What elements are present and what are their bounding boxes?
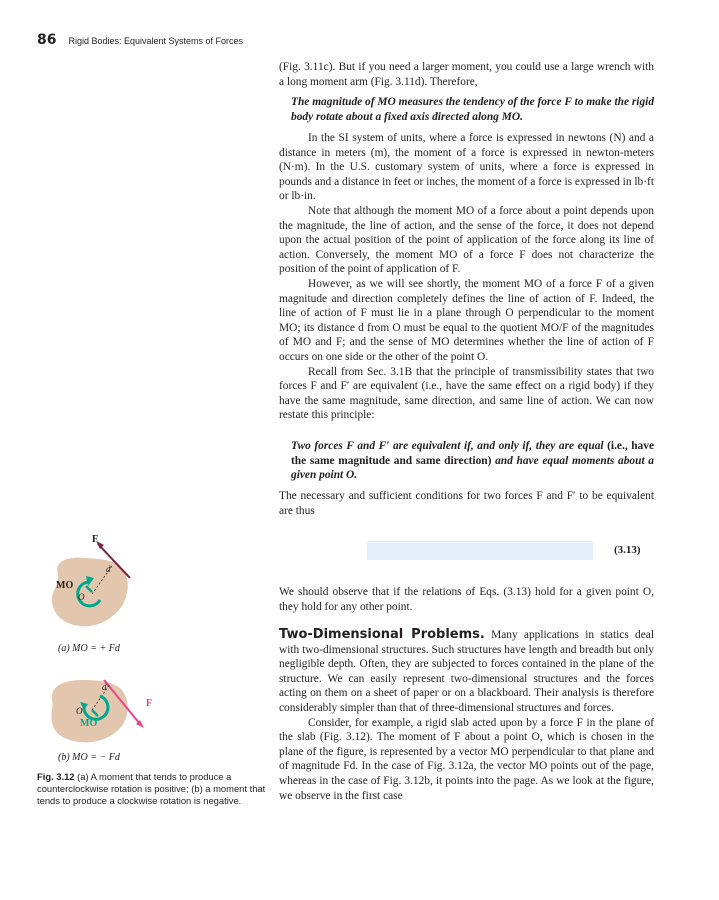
- paragraph-4: However, as we will see shortly, the moment MO of a force F of a given magnitude and direction completely defines the line of action of F. Indeed, the line of action of F must lie in a plane through O perpendicular to the moment MO; its distance d from O must be equal to the quotient MO/F of the magnitudes of MO and F; and the sense of MO determines whether the line of action of F occurs on one side or the other of the point O.: [279, 277, 654, 363]
- label-d-a: d: [106, 564, 111, 574]
- label-MO-b: MO: [80, 718, 98, 729]
- caption-b: (b) MO = − Fd: [58, 752, 120, 763]
- body-block-1: [279, 131, 654, 423]
- paragraph-2: In the SI system of units, where a force is expressed in newtons (N) and a distance in meters (m), the moment of a force is expressed in newton-meters (N·m). In the U.S. customary system of units, where a force is expressed in pounds and a distance in feet or inches, the moment of a force is expressed in lb·ft or lb·in.: [279, 132, 654, 203]
- label-F-a: F: [92, 534, 99, 545]
- emphasis-magnitude: The magnitude of MO measures the tendency of the force F to make the rigid body rotate about a fixed axis directed along MO.: [291, 96, 655, 123]
- label-O-b: O: [76, 706, 83, 716]
- equation-number: (3.13): [614, 544, 641, 556]
- section-heading: Two-Dimensional Problems.: [279, 627, 485, 642]
- figure-b: [40, 668, 170, 748]
- paragraph-intro: [279, 60, 654, 89]
- paragraph-9: Consider, for example, a rigid slab acted upon by a force F in the plane of the slab (Fig. 3.12). The moment of F about a point O, which is chosen in the plane of the figure, is represented by a vector MO perpendicular to that plane and of magnitude Fd. In the case of Fig. 3.12a, the vector MO points out of the page, whereas in the case of Fig. 3.12b, it points into the page. As we look at the figure, we observe in the first case: [279, 716, 654, 802]
- paragraph-7: We should observe that if the relations of Eqs. (3.13) hold for a given point O, they hold for any other point.: [279, 586, 654, 613]
- label-O-a: O: [78, 592, 85, 602]
- emphasis-2b: (i.e., have the same magnitude and same direction): [291, 440, 654, 467]
- paragraph-1: (Fig. 3.11c). But if you need a larger moment, you could use a large wrench with a long moment arm (Fig. 3.11d). Therefore,: [279, 61, 654, 88]
- figure-a: [40, 530, 170, 640]
- paragraph-5: Recall from Sec. 3.1B that the principle of transmissibility states that two forces F and F′ are equivalent (i.e., have the same effect on a rigid body) if they have the same magnitude, same direction, and same line of action. We can now restate this principle:: [279, 365, 654, 422]
- slab-b: [51, 680, 127, 742]
- figure-caption-text: (a) A moment that tends to produce a counterclockwise rotation is positive; (b) a moment that tends to produce a clockwise rotation is negative.: [37, 771, 266, 807]
- page-header: [37, 32, 243, 48]
- label-MO-a: MO: [56, 580, 74, 591]
- emphasis-2c: and have equal moments about a given point O.: [291, 454, 654, 482]
- label-d-b: d: [102, 682, 107, 692]
- paragraph-observe: [279, 585, 654, 614]
- figure-label: Fig. 3.12: [37, 771, 75, 782]
- slab-a: [52, 558, 128, 627]
- paragraph-conditions: [279, 489, 654, 518]
- emphasis-equivalence: [291, 439, 654, 483]
- figure-caption: [37, 771, 267, 808]
- paragraph-3: Note that although the moment MO of a force about a point depends upon the magnitude, the line of action, and the sense of the force, it does not depend upon the actual position of the point of application of the force along its line of action. Conversely, the moment MO of a force F does not characterize the position of the point of application of F.: [279, 204, 654, 276]
- body-block-2: [279, 628, 654, 803]
- label-F-b: F: [146, 698, 153, 709]
- emphasis-2a: Two forces F and F′ are equivalent if, and only if, they are equal: [291, 440, 604, 452]
- paragraph-8: Many applications in statics deal with two-dimensional structures. Such structures have length and breadth but only negligible depth. Often, they are subjected to forces contained in the plane of the structure. We can easily represent two-dimensional structures and the forces acting on them on a sheet of paper or on a blackboard. Their analysis is therefore considerably simpler than that of three-dimensional structures and forces.: [279, 629, 654, 714]
- running-title: Rigid Bodies: Equivalent Systems of Forces: [68, 36, 244, 46]
- page-number: 86: [37, 32, 57, 48]
- paragraph-6: The necessary and sufficient conditions for two forces F and F′ to be equivalent are thus: [279, 490, 654, 517]
- equation-box: [367, 541, 593, 560]
- caption-a: (a) MO = + Fd: [58, 643, 120, 654]
